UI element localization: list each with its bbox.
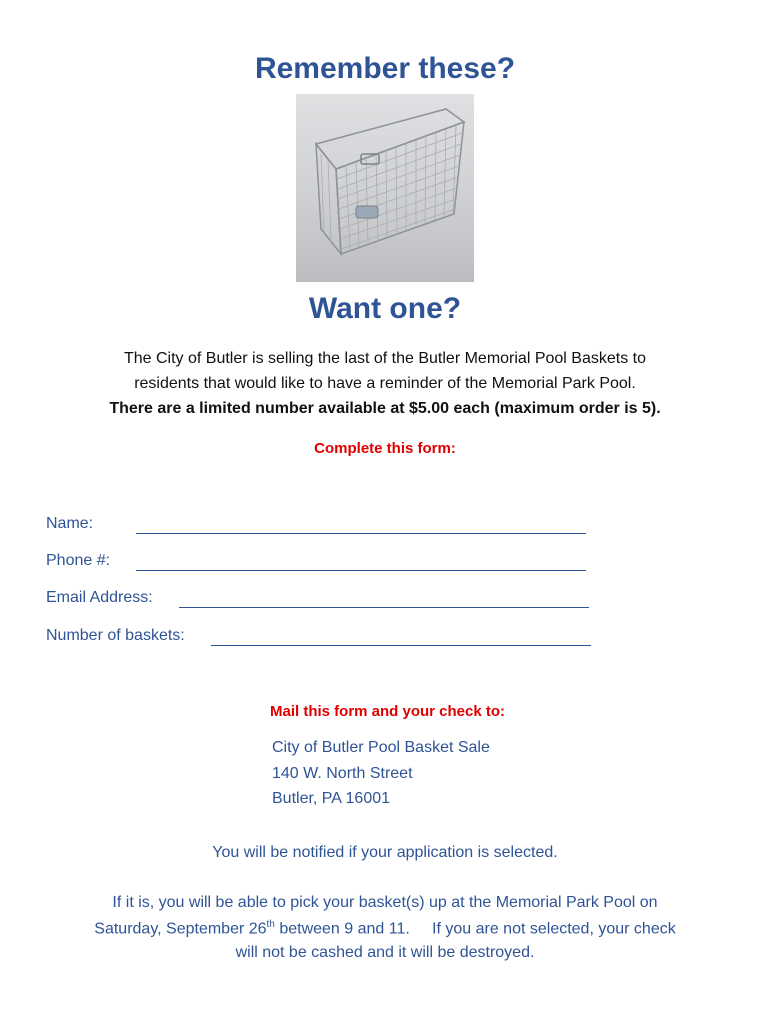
intro-limit-notice: There are a limited number available at $5.00 each (maximum order is 5). <box>109 400 661 417</box>
address-line-3: Butler, PA 16001 <box>272 790 391 807</box>
pickup-time: between 9 and 11. If you are not selected, your check <box>274 920 676 938</box>
pickup-date: Saturday, September 26 <box>94 920 267 938</box>
date-suffix: th <box>266 919 275 930</box>
name-label: Name: <box>46 515 94 532</box>
pickup-line-1: If it is, you will be able to pick your basket(s) up at the Memorial Park Pool on <box>112 894 658 911</box>
mail-heading: Mail this form and your check to: <box>270 703 506 720</box>
address-line-2: 140 W. North Street <box>272 765 413 782</box>
phone-field <box>46 552 110 570</box>
phone-input-line[interactable] <box>136 552 586 571</box>
name-field <box>46 515 93 533</box>
email-field <box>46 589 153 607</box>
notification-text: You will be notified if your application is selected. <box>212 844 558 861</box>
pickup-line-2 <box>0 919 770 938</box>
intro-line-2: residents that would like to have a reminder of the Memorial Park Pool. <box>134 375 636 392</box>
basket-photo <box>296 94 474 282</box>
address-line-1: City of Butler Pool Basket Sale <box>272 739 490 756</box>
page-subtitle: Want one? <box>308 292 462 325</box>
page-title: Remember these? <box>254 52 516 85</box>
intro-line-1: The City of Butler is selling the last of the Butler Memorial Pool Baskets to <box>123 350 646 367</box>
baskets-field <box>46 627 185 645</box>
baskets-input-line[interactable] <box>211 627 591 646</box>
email-input-line[interactable] <box>179 589 589 608</box>
form-heading: Complete this form: <box>314 440 456 457</box>
baskets-label: Number of baskets: <box>46 627 185 644</box>
phone-label: Phone #: <box>46 552 111 569</box>
pickup-line-3: will not be cashed and it will be destroyed. <box>235 944 535 961</box>
name-input-line[interactable] <box>136 515 586 534</box>
email-label: Email Address: <box>46 589 153 606</box>
